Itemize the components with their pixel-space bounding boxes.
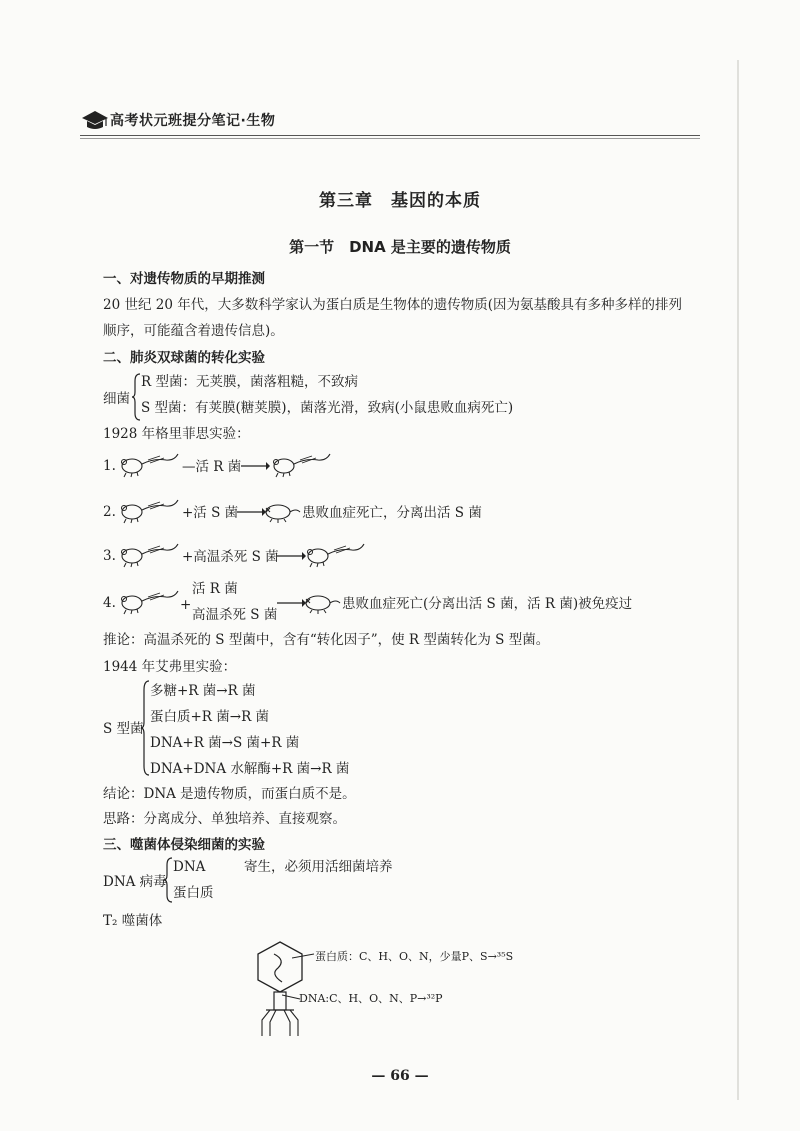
s-type-description: S 型菌：有荚膜(糖荚膜)，菌落光滑，致病(小鼠患败血病死亡) <box>141 400 514 416</box>
header-rule-thin <box>80 138 700 139</box>
dead-mouse-icon <box>302 589 342 615</box>
mouse-icon <box>118 540 182 568</box>
brace-label-s-type: S 型菌 <box>103 721 144 737</box>
brace-label-bacteria: 细菌 <box>103 391 130 407</box>
experiment-2-text: +活 S 菌 <box>182 505 239 521</box>
running-header <box>80 108 700 138</box>
header-title: 高考状元班提分笔记·生物 <box>110 113 276 129</box>
avery-heading: 1944 年艾弗里实验： <box>103 659 237 675</box>
mouse-icon <box>304 540 368 568</box>
mouse-icon <box>270 450 334 478</box>
phage-protein-label: 蛋白质：C、H、O、N，少量P、S→³⁵S <box>315 950 514 963</box>
paragraph-line: 顺序，可能蕴含着遗传信息)。 <box>103 323 284 339</box>
avery-item: DNA+R 菌→S 菌+R 菌 <box>150 735 300 751</box>
griffith-heading: 1928 年格里菲思实验： <box>103 426 250 442</box>
section-heading-2: 二、肺炎双球菌的转化实验 <box>103 350 265 366</box>
arrow-icon <box>240 460 270 472</box>
experiment-number: 4. <box>103 595 116 611</box>
brace-label-dna-virus: DNA 病毒 <box>103 874 167 890</box>
virus-component-dna: DNA <box>173 859 206 875</box>
brace-icon <box>163 857 173 903</box>
avery-item: 多糖+R 菌→R 菌 <box>150 683 256 699</box>
mouse-icon <box>118 587 182 615</box>
avery-item: 蛋白质+R 菌→R 菌 <box>150 709 270 725</box>
page-number: — 66 — <box>371 1068 429 1084</box>
experiment-4-item-a: 活 R 菌 <box>192 581 238 597</box>
paragraph-line: 20 世纪 20 年代，大多数科学家认为蛋白质是生物体的遗传物质(因为氨基酸具有多种多样的排列 <box>103 297 682 313</box>
arrow-icon <box>276 550 306 562</box>
t2-phage-label: T₂ 噬菌体 <box>103 913 163 929</box>
virus-note: 寄生，必须用活细菌培养 <box>244 859 393 875</box>
brace-icon <box>140 680 150 776</box>
experiment-number: 3. <box>103 548 116 564</box>
dead-mouse-icon <box>262 498 302 524</box>
approach-text: 思路：分离成分、单独培养、直接观察。 <box>103 811 346 827</box>
virus-component-protein: 蛋白质 <box>173 885 214 901</box>
section-title: 第一节 DNA 是主要的遗传物质 <box>289 238 511 256</box>
phage-dna-label: DNA:C、H、O、N、P→³²P <box>299 992 443 1005</box>
experiment-1-text: —活 R 菌 <box>182 459 242 475</box>
chapter-title: 第三章 基因的本质 <box>319 191 481 211</box>
graduation-cap-icon <box>80 108 110 132</box>
experiment-4-item-b: 高温杀死 S 菌 <box>192 607 278 623</box>
mouse-icon <box>118 496 182 524</box>
experiment-3-text: +高温杀死 S 菌 <box>182 549 279 565</box>
section-heading-3: 三、噬菌体侵染细菌的实验 <box>103 837 265 853</box>
header-rule <box>80 135 700 136</box>
experiment-4-result: 患败血症死亡(分离出活 S 菌，活 R 菌)被免疫过 <box>342 596 633 612</box>
r-type-description: R 型菌：无荚膜，菌落粗糙，不致病 <box>141 374 358 390</box>
section-heading-1: 一、对遗传物质的早期推测 <box>103 271 265 287</box>
experiment-number: 1. <box>103 458 116 474</box>
inference-text: 推论：高温杀死的 S 型菌中，含有“转化因子”，使 R 型菌转化为 S 型菌。 <box>103 632 550 648</box>
mouse-icon <box>118 450 182 478</box>
page-edge <box>737 60 739 1100</box>
experiment-2-result: 患败血症死亡，分离出活 S 菌 <box>302 505 482 521</box>
pointer-line <box>292 952 316 960</box>
avery-item: DNA+DNA 水解酶+R 菌→R 菌 <box>150 761 350 777</box>
plus-sign: + <box>180 597 192 613</box>
brace-icon <box>131 373 141 421</box>
conclusion-text: 结论：DNA 是遗传物质，而蛋白质不是。 <box>103 786 356 802</box>
experiment-number: 2. <box>103 504 116 520</box>
